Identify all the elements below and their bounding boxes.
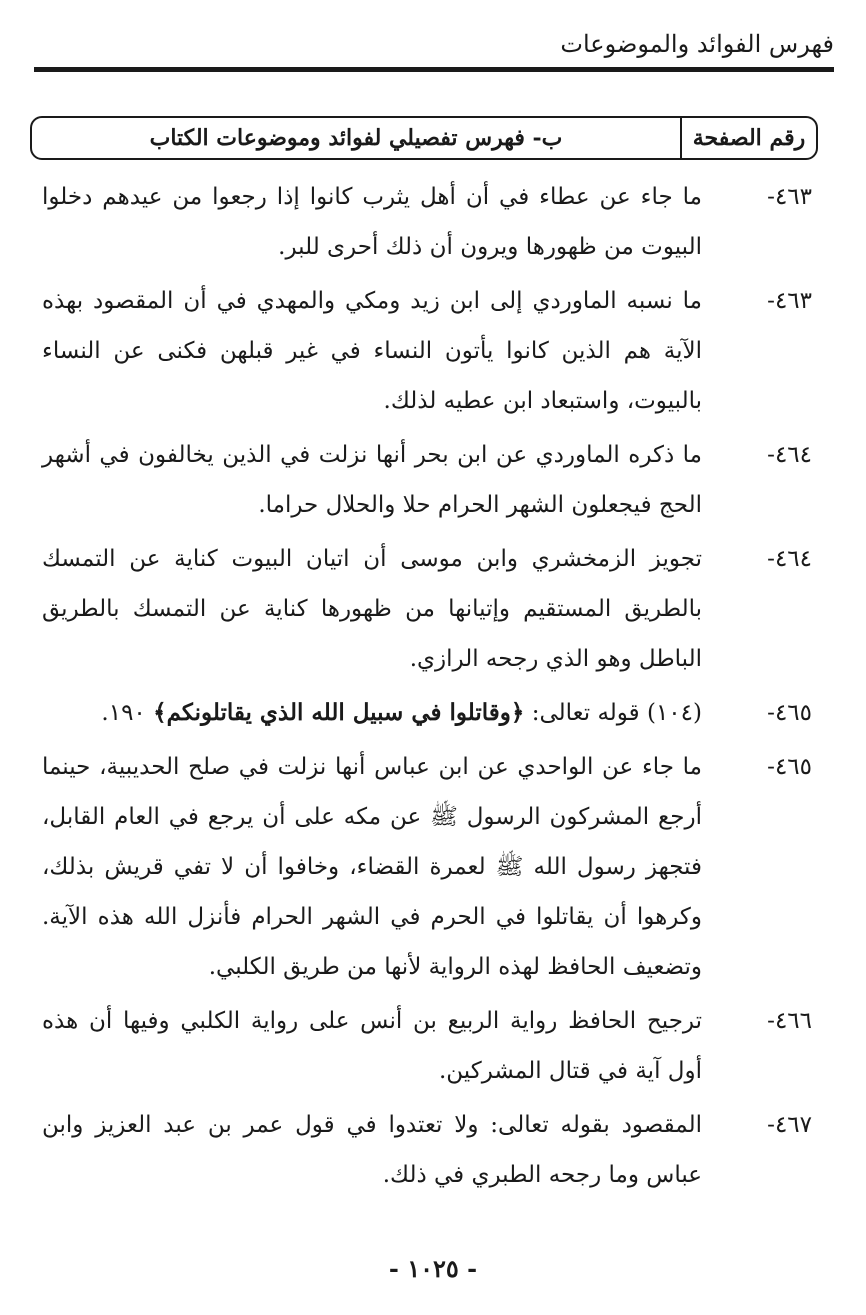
page-column-header: رقم الصفحة: [680, 118, 816, 158]
index-entry: [30, 276, 818, 426]
entry-text-prefix: (١٠٤) قوله تعالى:: [524, 700, 702, 726]
index-entry: [30, 742, 818, 992]
index-entry: [30, 430, 818, 530]
entry-page-number: ٤٦٣-: [767, 288, 812, 314]
entry-text: ترجيح الحافظ رواية الربيع بن أنس على رواية الكلبي وفيها أن هذه أول آية في قتال المشركين.: [42, 1008, 702, 1084]
index-entry: [30, 1100, 818, 1200]
entry-page-number: ٤٦٦-: [767, 1008, 812, 1034]
index-entries: [30, 172, 818, 1204]
entry-page-number: ٤٦٧-: [767, 1112, 812, 1138]
entry-text: ما ذكره الماوردي عن ابن بحر أنها نزلت في الذين يخالفون في أشهر الحج فيجعلون الشهر الحرام حلا والحلال حراما.: [42, 442, 702, 518]
quran-verse-quote: ﴿وقاتلوا في سبيل الله الذي يقاتلونكم﴾: [153, 699, 525, 726]
index-entry: [30, 688, 818, 738]
entry-text: المقصود بقوله تعالى: ولا تعتدوا في قول عمر بن عبد العزيز وابن عباس وما رجحه الطبري في ذلك.: [42, 1112, 702, 1188]
entry-page-number: ٤٦٤-: [767, 442, 812, 468]
index-entry: [30, 534, 818, 684]
entry-text: ما جاء عن الواحدي عن ابن عباس أنها نزلت في صلح الحديبية، حينما أرجع المشركون الرسول ﷺ عن مكه على أن يرجع في العام القابل، فتجهز رسول الله ﷺ لعمرة القضاء، وخافوا أن لا تفي قريش بذلك، وكرهوا أن يقاتلوا في الحرم في الشهر الحرام فأنزل الله هذه الآية. وتضعيف الحافظ لهذه الرواية لأنها من طريق الكلبي.: [42, 754, 702, 980]
entry-page-number: ٤٦٣-: [767, 184, 812, 210]
entry-page-number: ٤٦٥-: [767, 700, 812, 726]
table-header: [30, 116, 818, 160]
entry-text-suffix: ١٩٠.: [101, 700, 154, 726]
entry-text: [42, 688, 702, 738]
header-rule: [34, 67, 834, 72]
entry-text: ما نسبه الماوردي إلى ابن زيد ومكي والمهدي في أن المقصود بهذه الآية هم الذين كانوا يأتون النساء في غير قبلهن فكنى عن النساء بالبيوت، واستبعاد ابن عطيه لذلك.: [42, 288, 702, 414]
running-header: فهرس الفوائد والموضوعات: [560, 30, 834, 58]
entry-page-number: ٤٦٤-: [767, 546, 812, 572]
entry-text: تجويز الزمخشري وابن موسى أن اتيان البيوت كناية عن التمسك بالطريق المستقيم وإتيانها من ظهورها كناية عن التمسك بالطريق الباطل وهو الذي رجحه الرازي.: [42, 546, 702, 672]
page-number: - ١٠٢٥ -: [388, 1254, 478, 1283]
index-entry: [30, 996, 818, 1096]
table-title: ب- فهرس تفصيلي لفوائد وموضوعات الكتاب: [149, 125, 563, 151]
entry-text: ما جاء عن عطاء في أن أهل يثرب كانوا إذا رجعوا من عيدهم دخلوا البيوت من ظهورها ويرون أن ذلك أحرى للبر.: [42, 184, 702, 260]
index-entry: [30, 172, 818, 272]
entry-page-number: ٤٦٥-: [767, 754, 812, 780]
